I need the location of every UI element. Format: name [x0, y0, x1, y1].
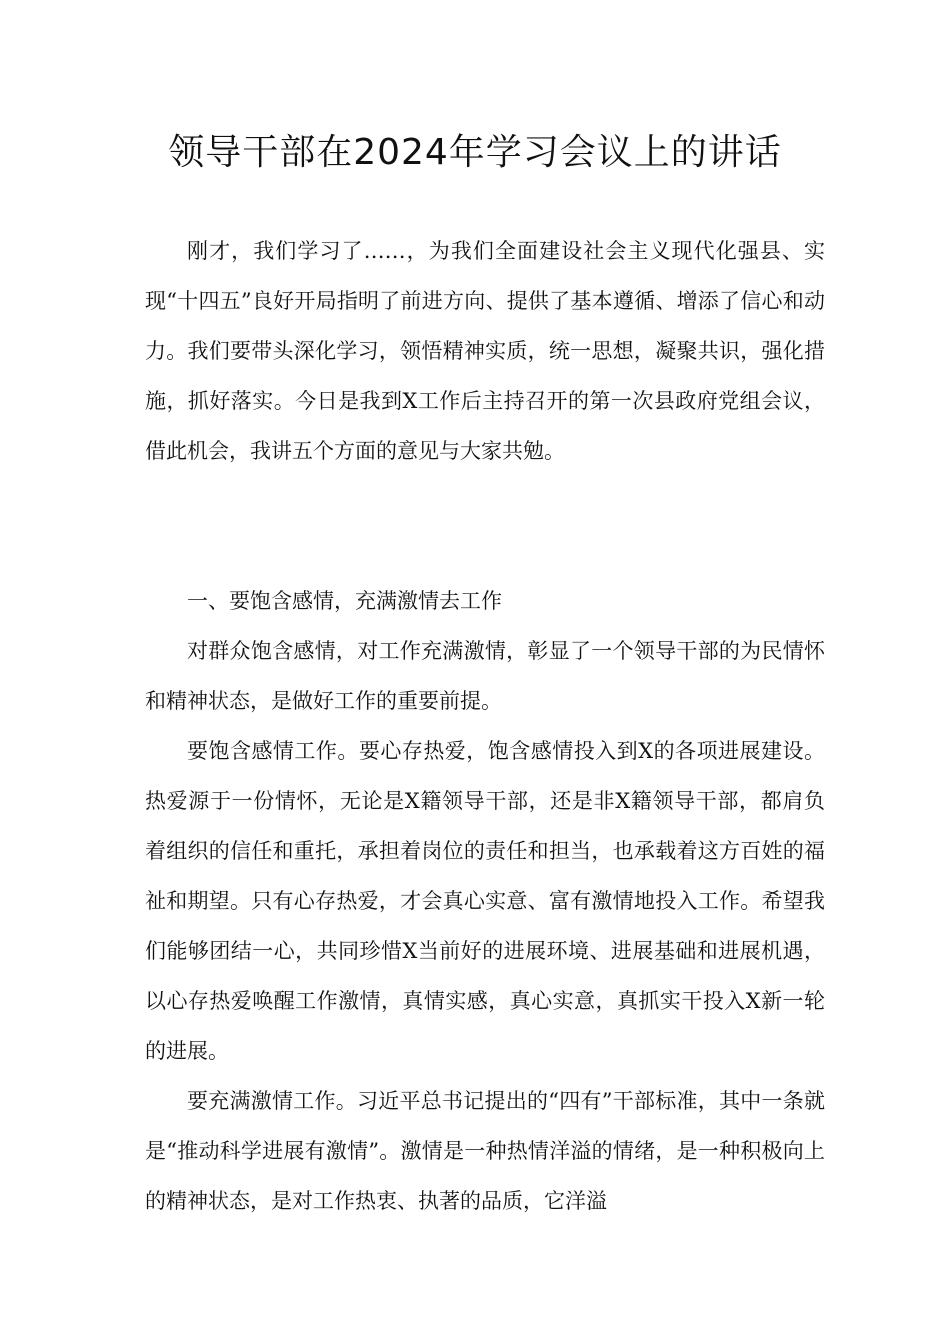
section-one-block — [145, 576, 825, 1226]
paragraph-1: 对群众饱含感情，对工作充满激情，彰显了一个领导干部的为民情怀和精神状态，是做好工作的重要前提。 — [145, 639, 825, 713]
paragraph-2: 要饱含感情工作。要心存热爱，饱含感情投入到X的各项进展建设。热爱源于一份情怀，无论是X籍领导干部，还是非X籍领导干部，都肩负着组织的信任和重托，承担着岗位的责任和担当，也承载着这方百姓的福祉和期望。只有心存热爱，才会真心实意、富有激情地投入工作。希望我们能够团结一心，共同珍惜X当前好的进展环境、进展基础和进展机遇，以心存热爱唤醒工作激情，真情实感，真心实意，真抓实干投入X新一轮的进展。 — [145, 739, 825, 1063]
paragraph-3: 要充满激情工作。习近平总书记提出的“四有”干部标准，其中一条就是“推动科学进展有激情”。激情是一种热情洋溢的情绪，是一种积极向上的精神状态，是对工作热衷、执著的品质，它洋溢 — [145, 1089, 825, 1213]
intro-paragraph: 刚才，我们学习了……，为我们全面建设社会主义现代化强县、实现“十四五”良好开局指明了前进方向、提供了基本遵循、增添了信心和动力。我们要带头深化学习，领悟精神实质，统一思想，凝聚共识，强化措施，抓好落实。今日是我到X工作后主持召开的第一次县政府党组会议，借此机会，我讲五个方面的意见与大家共勉。 — [145, 239, 825, 463]
document-title: 领导干部在2024年学习会议上的讲话 — [168, 132, 782, 173]
intro-block — [145, 226, 825, 476]
section-heading: 一、要饱含感情，充满激情去工作 — [187, 589, 502, 613]
